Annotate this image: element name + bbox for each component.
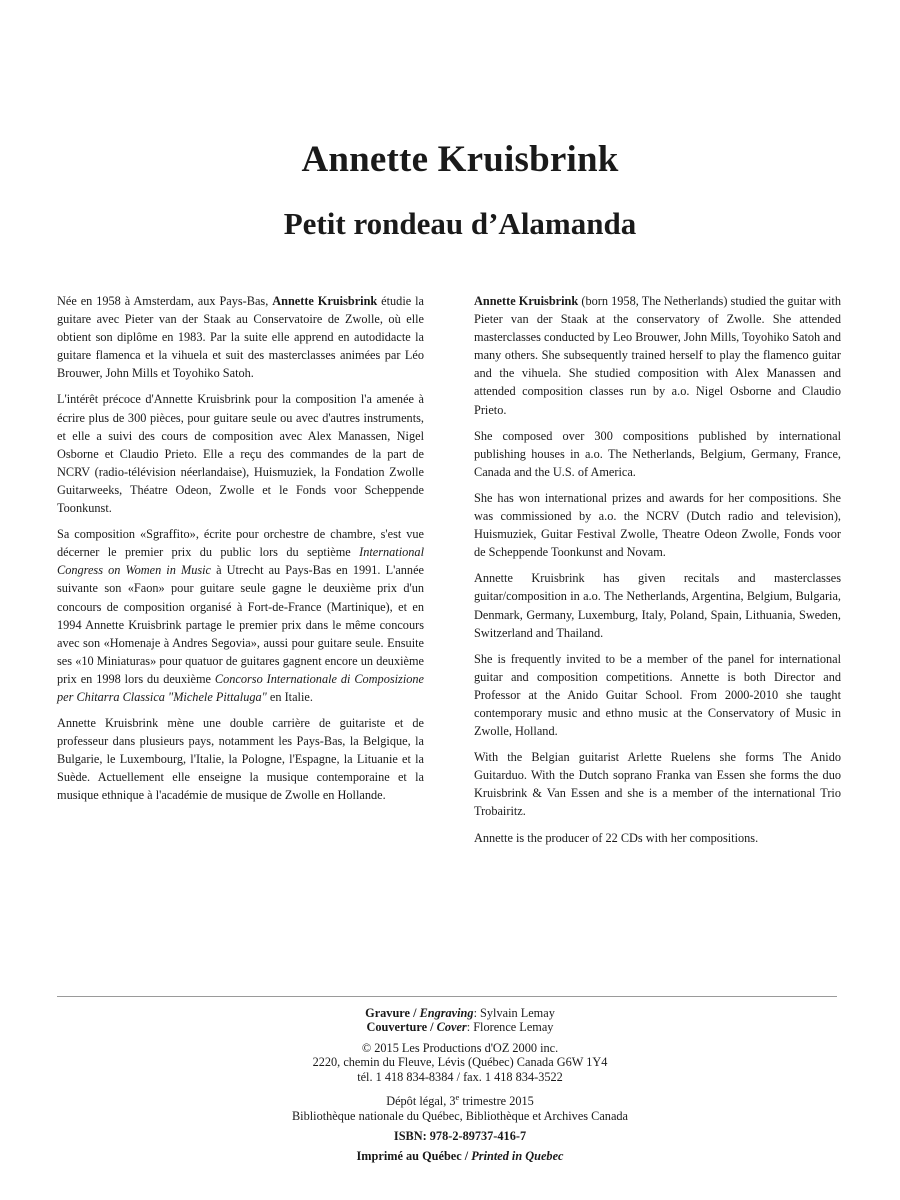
english-paragraph: She is frequently invited to be a member of the panel for international guitar and composition competitions. Annette is both Director and Professor at the Anido Guitar School. From 2000-2010 she taught contemporary music and ethno music at the Conservatory of Music in Zwolle, Holland. bbox=[474, 651, 841, 739]
isbn: ISBN: 978-2-89737-416-7 bbox=[393, 1128, 527, 1143]
cover-credit: Couverture / Cover: Florence Lemay bbox=[366, 1020, 554, 1035]
french-paragraph: L'intérêt précoce d'Annette Kruisbrink pour la composition l'a amenée à écrire plus de 300 pièces, pour guitare seule ou avec d'autres instruments, et elle a suivi des cours de composition avec Alex Manassen, Nigel Osborne et Claudio Prieto. Elle a reçu des commandes de la part de NCRV (radio-télévision néerlandaise), Huismuziek, la Fondation Zwolle Guitarweeks, Théatre Odeon, Zwolle et le Fonds voor Scheppende Toonkunst. bbox=[57, 392, 424, 516]
publisher-phone: tél. 1 418 834-8384 / fax. 1 418 834-3522 bbox=[357, 1069, 563, 1084]
english-paragraph: Annette Kruisbrink has given recitals and masterclasses guitar/composition in a.o. The Netherlands, Argentina, Belgium, Bulgaria, Denmark, Germany, Luxemburg, Italy, Poland, Spain, Lithuania, Sweden, Switzerland and Thailand. bbox=[474, 571, 841, 640]
french-paragraph: Née en 1958 à Amsterdam, aux Pays-Bas, Annette Kruisbrink étudie la guitare avec Pieter van der Staak au Conservatoire de Zwolle, où elle obtient son diplôme en 1983. Par la suite elle apprend en autodidacte la guitare flamenca et la vihuela et suit des masterclasses animées par Léo Brouwer, John Mills et Toyohiko Satoh. bbox=[57, 294, 424, 381]
copyright-line: © 2015 Les Productions d'OZ 2000 inc. bbox=[361, 1040, 559, 1055]
legal-deposit: Dépôt légal, 3e trimestre 2015 bbox=[386, 1092, 534, 1109]
library-line: Bibliothèque nationale du Québec, Bibliothèque et Archives Canada bbox=[291, 1108, 629, 1123]
french-paragraph: Annette Kruisbrink mène une double carrière de guitariste et de professeur dans plusieurs pays, notamment les Pays-Bas, la Belgique, la Bulgarie, le Luxembourg, l'Italie, la Pologne, l'Espagne, la Lituanie et la Suède. Actuellement elle enseigne la musique contemporaine et la musique ethnique à l'académie de musique de Zwolle en Hollande. bbox=[57, 716, 424, 803]
english-biography bbox=[474, 292, 841, 855]
english-paragraph: She has won international prizes and awards for her compositions. She was commissioned by a.o. the NCRV (Dutch radio and television), Huismuziek, Guitar Festival Zwolle, Theatre Odeon Zwolle, Fonds voor de Scheppende Toonkunst and Novam. bbox=[474, 490, 841, 560]
engraving-credit: Gravure / Engraving: Sylvain Lemay bbox=[365, 1006, 555, 1020]
english-paragraph: Annette Kruisbrink (born 1958, The Netherlands) studied the guitar with Pieter van der Staak at the conservatory of Zwolle. She attended masterclasses conducted by Leo Brouwer, John Mills, Toyohiko Satoh and many others. She subsequently trained herself to play the flamenco guitar and the vihuela. She studied composition with Alex Manassen and attended composition classes run by a.o. Nigel Osborne and Claudio Prieto. bbox=[474, 294, 842, 417]
english-paragraph: She composed over 300 compositions published by international publishing houses in a.o. The Netherlands, Belgium, Germany, France, Canada and the U.S. of America. bbox=[474, 428, 841, 479]
french-paragraph: Sa composition «Sgraffito», écrite pour orchestre de chambre, s'est vue décerner le premier prix du public lors du septième International Congress on Women in Music à Utrecht au Pays-Bas en 1991. L'année suivante son «Faon» pour guitare seule gagne le deuxième prix d'un concours de composition organisé à Fort-de-France (Martinique), et en 1994 Annette Kruisbrink partage le premier prix dans le même concours avec son «Homenaje à Andres Segovia», aussi pour guitare seule. Ensuite ses «10 Miniaturas» pour quatuor de guitares gagnent encore un deuxième prix en 1998 lors du deuxième Concorso Internationale di Composizione per Chitarra Classica "Michele Pittaluga" en Italie. bbox=[57, 527, 425, 704]
piece-title: Petit rondeau d’Alamanda bbox=[283, 206, 637, 241]
english-paragraph: With the Belgian guitarist Arlette Ruelens she forms The Anido Guitarduo. With the Dutch soprano Franka van Essen she forms the duo Kruisbrink & Van Essen and she is a member of the international Trio Trobairitz. bbox=[474, 750, 841, 819]
english-paragraph: Annette is the producer of 22 CDs with her compositions. bbox=[474, 830, 759, 845]
publication-credits bbox=[0, 1006, 900, 1164]
publisher-address: 2220, chemin du Fleuve, Lévis (Québec) Canada G6W 1Y4 bbox=[312, 1055, 608, 1070]
printed-in: Imprimé au Québec / Printed in Quebec bbox=[356, 1149, 564, 1164]
french-biography bbox=[57, 292, 424, 813]
composer-name: Annette Kruisbrink bbox=[301, 139, 619, 180]
footer-divider bbox=[57, 996, 837, 997]
